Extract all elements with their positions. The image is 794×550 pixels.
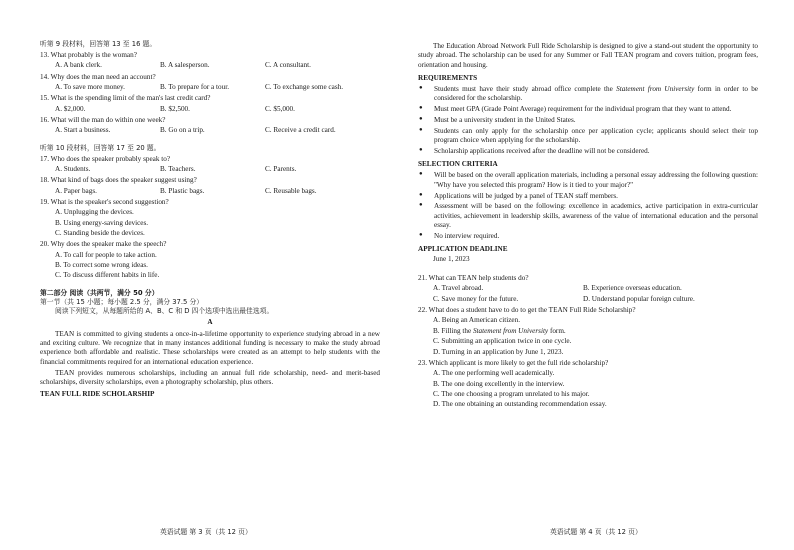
option-a: A. A bank clerk. (55, 61, 102, 70)
question-16: 16. What will the man do within one week? (40, 115, 166, 124)
option-a: A. Start a business. (55, 126, 111, 135)
criteria-item: ● No interview required. (418, 232, 758, 241)
deadline-date: June 1, 2023 (433, 254, 470, 263)
question-13: 13. What probably is the woman? (40, 50, 137, 59)
option-b: B. Experience overseas education. (583, 284, 682, 293)
requirement-item: ● Students must have their study abroad office complete the Statement from University form in order to be considered for the scholarship. (418, 85, 758, 104)
deadline-heading: APPLICATION DEADLINE (418, 245, 508, 254)
option-c: C. Standing beside the devices. (55, 229, 145, 238)
question-22: 22. What does a student have to do to get the TEAN Full Ride Scholarship? (418, 306, 636, 315)
question-18-options (55, 187, 380, 196)
option-c: C. The one choosing a program unrelated to his major. (433, 390, 590, 398)
option-c: C. Receive a credit card. (265, 126, 336, 135)
option-b: B. Teachers. (160, 164, 196, 173)
option-b: B. Go on a trip. (160, 126, 205, 135)
option-a: A. Students. (55, 164, 91, 173)
option-b: B. $2,500. (160, 104, 190, 113)
option-c: C. $5,000. (265, 104, 295, 113)
question-16-options (55, 126, 380, 135)
scholarship-intro: The Education Abroad Network Full Ride Scholarship is designed to give a stand-out student the opportunity to study abroad. The scholarship can be used for any Summer or Fall TEAN program and covers tuition, program fees, orientation and housing. (418, 42, 758, 69)
option-a: A. Being an American citizen. (433, 316, 521, 325)
option-d: D. Turning in an application by June 1, 2023. (433, 347, 564, 356)
passage-letter: A (207, 318, 213, 327)
passage-paragraph-1: TEAN is committed to giving students a once-in-a-lifetime opportunity to experience studying abroad in a new and exciting culture. We recognize that in many instances additional funding is necessary to make the study abroad experience both affordable and realistic. These scholarships were created as an attempt to help students with the financial commitments required for an international education experience. (40, 329, 380, 366)
requirement-item: ● Must meet GPA (Grade Point Average) requirement for the individual program that they want to attend. (418, 105, 758, 114)
page-footer-left: 英语试题 第 3 页（共 12 页） (160, 528, 252, 536)
option-b: B. To prepare for a tour. (160, 82, 230, 91)
requirement-item: ● Students can only apply for the scholarship once per application cycle; applicants should select their top program choice when applying for the scholarship. (418, 127, 758, 146)
criteria-heading: SELECTION CRITERIA (418, 160, 498, 169)
question-15: 15. What is the spending limit of the man's last credit card? (40, 94, 211, 103)
option-a: A. Unplugging the devices. (55, 208, 134, 217)
option-a: A. The one performing well academically. (433, 369, 555, 378)
option-a: A. Travel abroad. (433, 284, 484, 293)
criteria-item: ● Will be based on the overall application materials, including a personal essay addressing the following question: "Why have you selected this program? How is it tied to your major?" (418, 171, 758, 190)
question-14: 14. Why does the man need an account? (40, 72, 156, 81)
section-10-header: 听第 10 段材料，回答第 17 至 20 题。 (40, 143, 161, 152)
requirements-heading: REQUIREMENTS (418, 74, 478, 83)
page-footer-right: 英语试题 第 4 页（共 12 页） (550, 528, 642, 536)
question-20: 20. Why does the speaker make the speech? (40, 240, 167, 249)
option-a: A. $2,000. (55, 104, 86, 113)
requirement-item: ● Scholarship applications received after the deadline will not be considered. (418, 147, 758, 156)
option-b: B. To correct some wrong ideas. (55, 261, 148, 270)
question-19: 19. What is the speaker's second suggestion? (40, 197, 169, 206)
question-17-options (55, 165, 380, 174)
option-b: B. The one doing excellently in the interview. (433, 379, 565, 388)
question-15-options (55, 105, 380, 114)
question-21-options-row-1 (433, 284, 758, 293)
question-13-options (55, 61, 380, 70)
question-17: 17. Who does the speaker probably speak to? (40, 154, 171, 163)
option-a: A. To call for people to take action. (55, 250, 157, 259)
section-9-header: 听第 9 段材料，回答第 13 至 16 题。 (40, 40, 157, 48)
option-b: B. A salesperson. (160, 61, 210, 70)
option-b: B. Filling the Statement from University form. (433, 326, 566, 335)
right-page (418, 40, 758, 410)
criteria-item: ● Applications will be judged by a panel of TEAN staff members. (418, 192, 758, 201)
question-21-options-row-2 (433, 295, 758, 304)
question-23: 23. Which applicant is more likely to get the full ride scholarship? (418, 358, 609, 367)
question-21: 21. What can TEAN help students do? (418, 274, 529, 283)
option-c: C. Reusable bags. (265, 186, 317, 195)
option-c: C. A consultant. (265, 61, 311, 70)
question-18: 18. What kind of bags does the speaker suggest using? (40, 176, 197, 185)
option-c: C. Save money for the future. (433, 294, 519, 303)
section-1-title: 第一节（共 15 小题；每小题 2.5 分，满分 37.5 分） (40, 297, 204, 306)
option-c: C. To exchange some cash. (265, 82, 344, 91)
passage-subheading: TEAN FULL RIDE SCHOLARSHIP (40, 389, 155, 398)
criteria-item: ● Assessment will be based on the following: excellence in academics, active participation in extra-curricular activities, achievement in leadership skills, awareness of the value of international education and the personal essay. (418, 202, 758, 230)
part-2-title: 第二部分 阅读（共两节，满分 50 分） (40, 288, 159, 297)
option-b: B. Using energy-saving devices. (55, 218, 149, 227)
reading-instructions: 阅读下列短文，从每题所给的 A、B、C 和 D 四个选项中选出最佳选项。 (55, 306, 274, 315)
option-a: A. Paper bags. (55, 186, 97, 195)
option-d: D. Understand popular foreign culture. (583, 294, 695, 303)
question-14-options (55, 83, 380, 92)
option-c: C. Parents. (265, 164, 297, 173)
left-page (40, 40, 380, 399)
option-b: B. Plastic bags. (160, 186, 205, 195)
requirement-item: ● Must be a university student in the United States. (418, 116, 758, 125)
option-c: C. To discuss different habits in life. (55, 271, 160, 280)
option-c: C. Submitting an application twice in one cycle. (433, 337, 572, 346)
option-a: A. To save more money. (55, 82, 125, 91)
option-d: D. The one obtaining an outstanding recommendation essay. (433, 400, 607, 409)
passage-paragraph-2: TEAN provides numerous scholarships, including an annual full ride scholarship, need- and merit-based scholarships, diversity scholarships, even a photography scholarship, plus others. (40, 369, 380, 387)
